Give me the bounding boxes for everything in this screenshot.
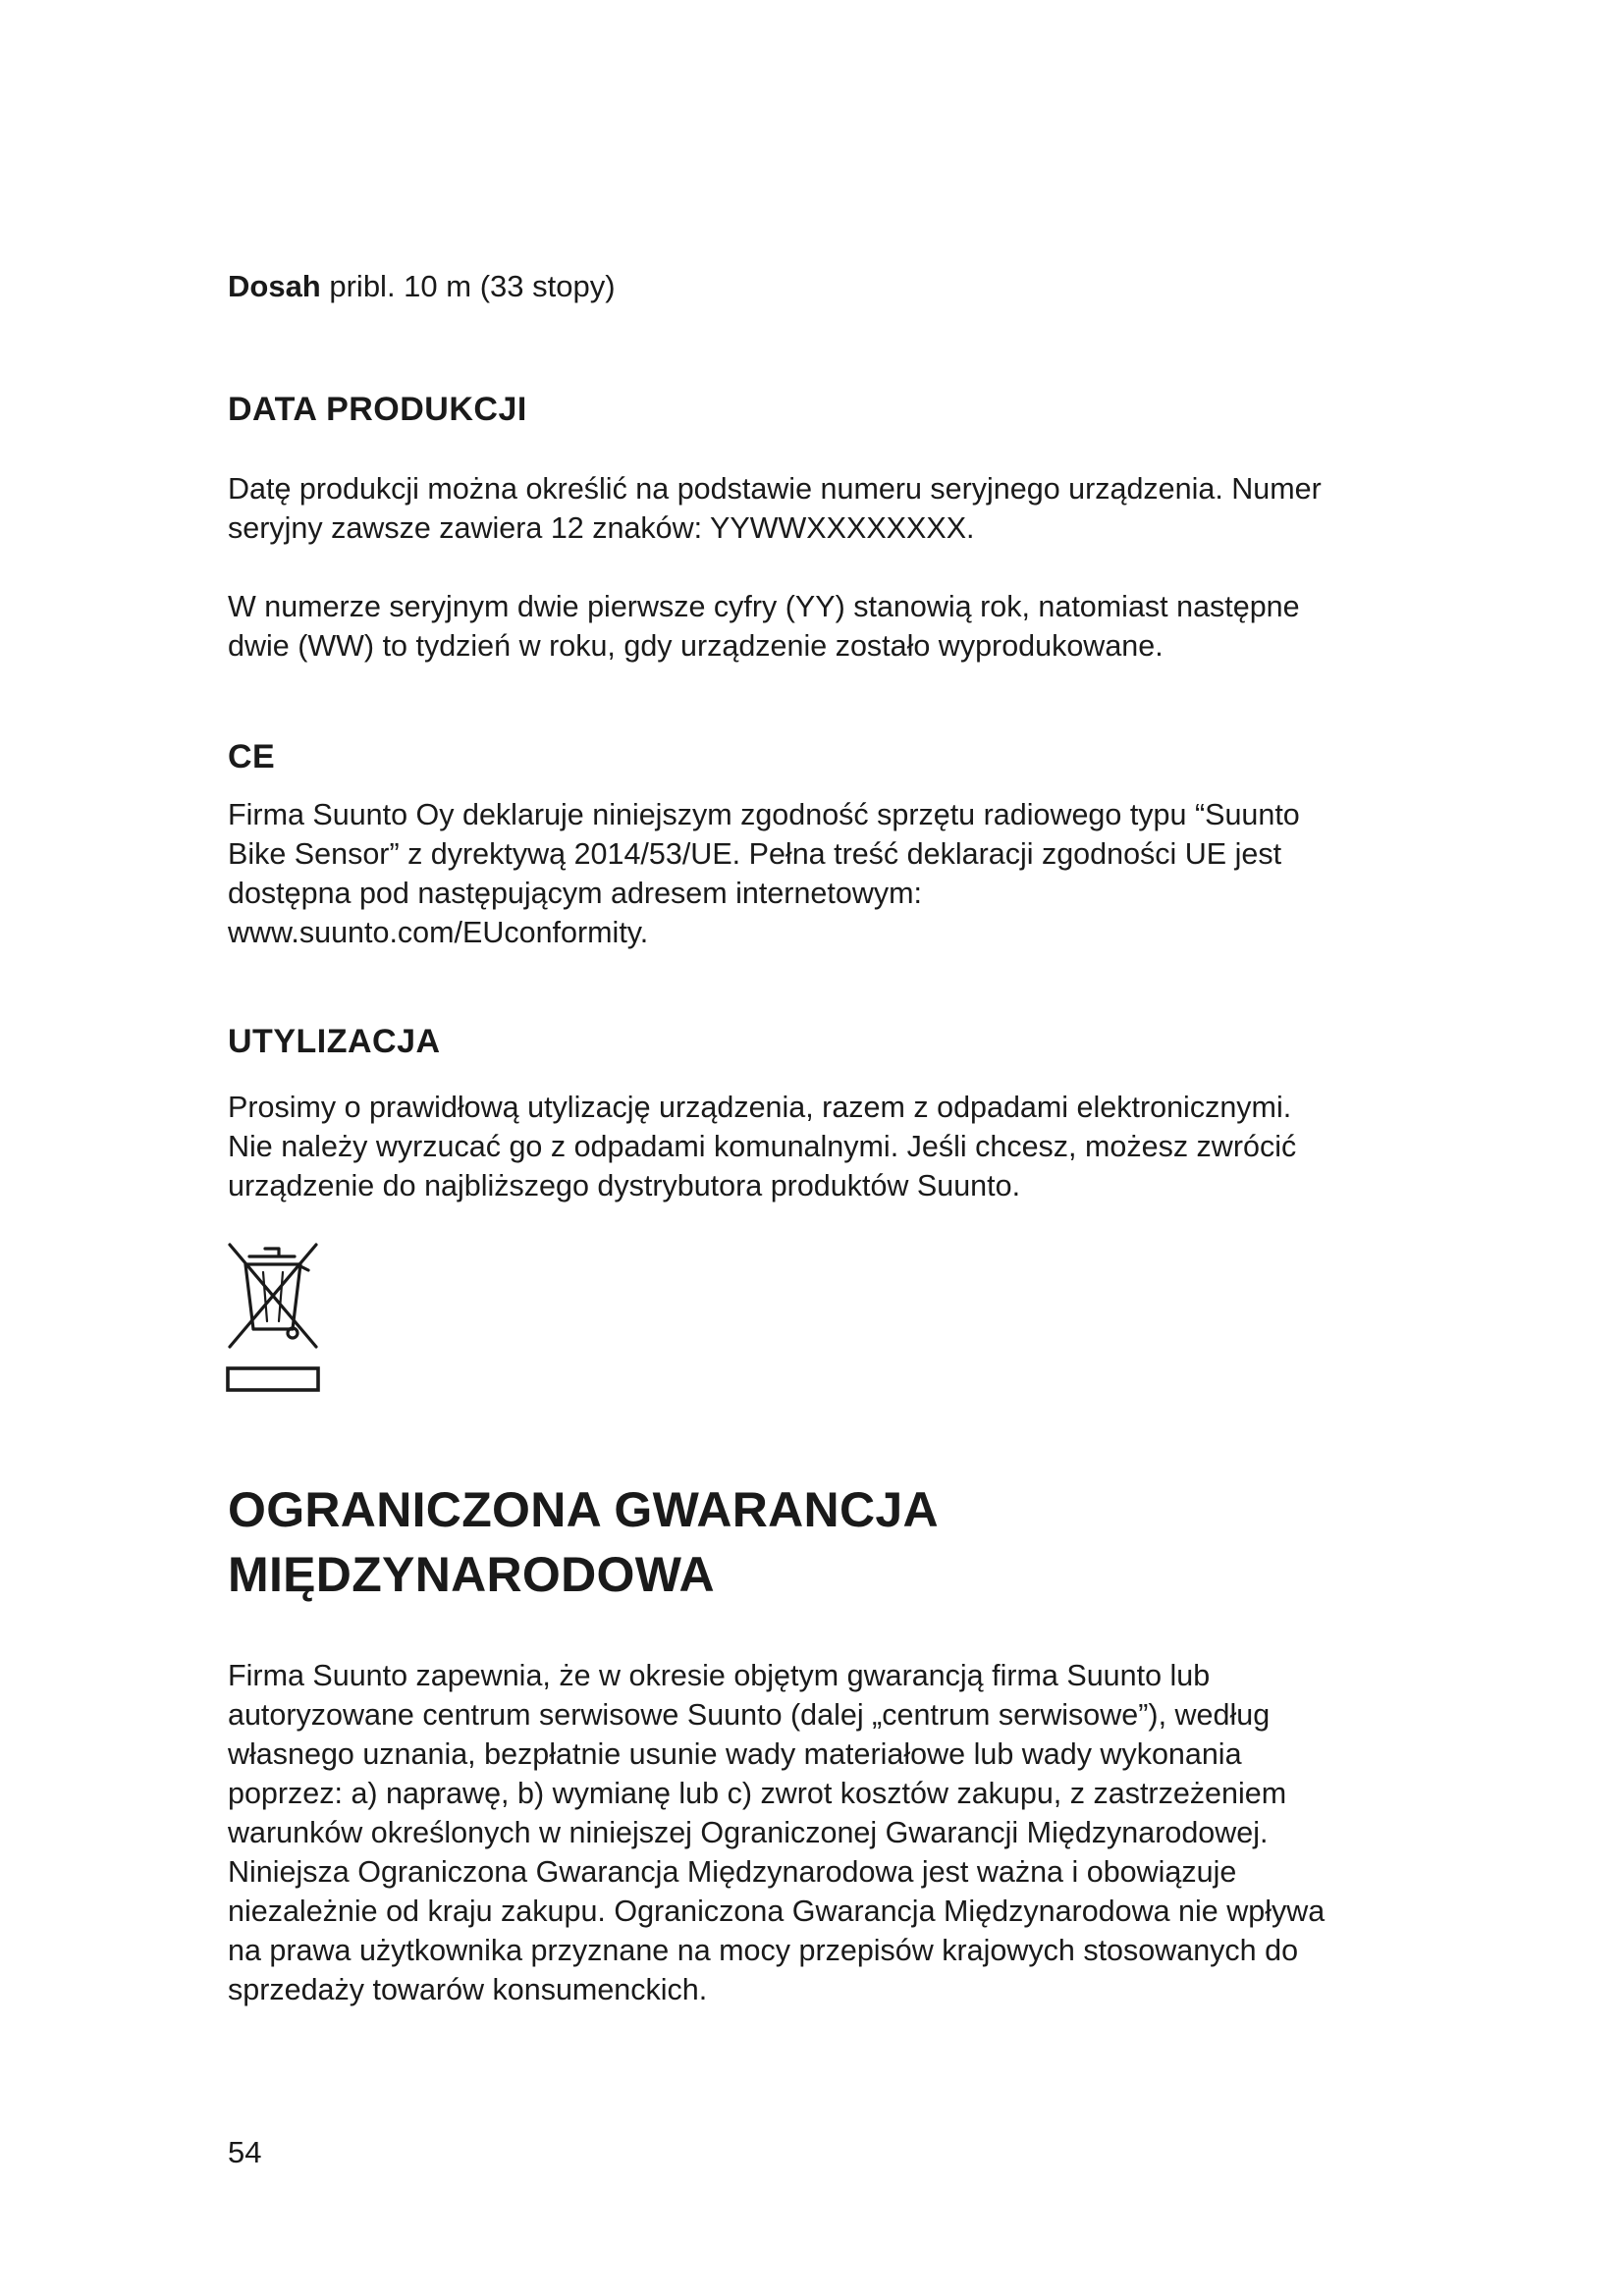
page-number: 54 [228, 2135, 262, 2169]
production-date-heading: DATA PRODUKCJI [228, 391, 527, 428]
production-date-paragraph-2: W numerze seryjnym dwie pierwsze cyfry (YY) stanowią rok, natomiast następne dwie (WW) to tydzień w roku, gdy urządzenie zostało wyprodukowane. [228, 590, 1300, 663]
disposal-paragraph: Prosimy o prawidłową utylizację urządzenia, razem z odpadami elektronicznymi. Nie należy wyrzucać go z odpadami komunalnymi. Jeśli chcesz, możesz zwrócić urządzenie do najbliższego dystrybutora produktów Suunto. [228, 1091, 1297, 1202]
range-spec [228, 267, 616, 306]
warranty-heading: OGRANICZONA GWARANCJA MIĘDZYNARODOWA [228, 1482, 939, 1602]
range-value: pribl. 10 m (33 stopy) [320, 269, 616, 303]
disposal-heading: UTYLIZACJA [228, 1023, 441, 1060]
range-label: Dosah [228, 269, 321, 303]
production-date-paragraph-1: Datę produkcji można określić na podstawie numeru seryjnego urządzenia. Numer seryjny zawsze zawiera 12 znaków: YYWWXXXXXXXX. [228, 472, 1322, 545]
ce-heading: CE [228, 738, 276, 775]
crossed-out-wheelie-bin-icon [226, 1239, 320, 1394]
ce-paragraph: Firma Suunto Oy deklaruje niniejszym zgodność sprzętu radiowego typu “Suunto Bike Sensor” z dyrektywą 2014/53/UE. Pełna treść deklaracji zgodności UE jest dostępna pod następującym adresem internetowym: www.suunto.com/EUconformity. [228, 798, 1300, 949]
warranty-paragraph: Firma Suunto zapewnia, że w okresie objętym gwarancją firma Suunto lub autoryzowane centrum serwisowe Suunto (dalej „centrum serwisowe”), według własnego uznania, bezpłatnie usunie wady materiałowe lub wady wykonania poprzez: a) naprawę, b) wymianę lub c) zwrot kosztów zakupu, z zastrzeżeniem warunków określonych w niniejszej Ograniczonej Gwarancji Międzynarodowej. Niniejsza Ograniczona Gwarancja Międzynarodowa jest ważna i obowiązuje niezależnie od kraju zakupu. Ograniczona Gwarancja Międzynarodowa nie wpływa na prawa użytkownika przyznane na mocy przepisów krajowych stosowanych do sprzedaży towarów konsumenckich. [228, 1659, 1326, 2006]
